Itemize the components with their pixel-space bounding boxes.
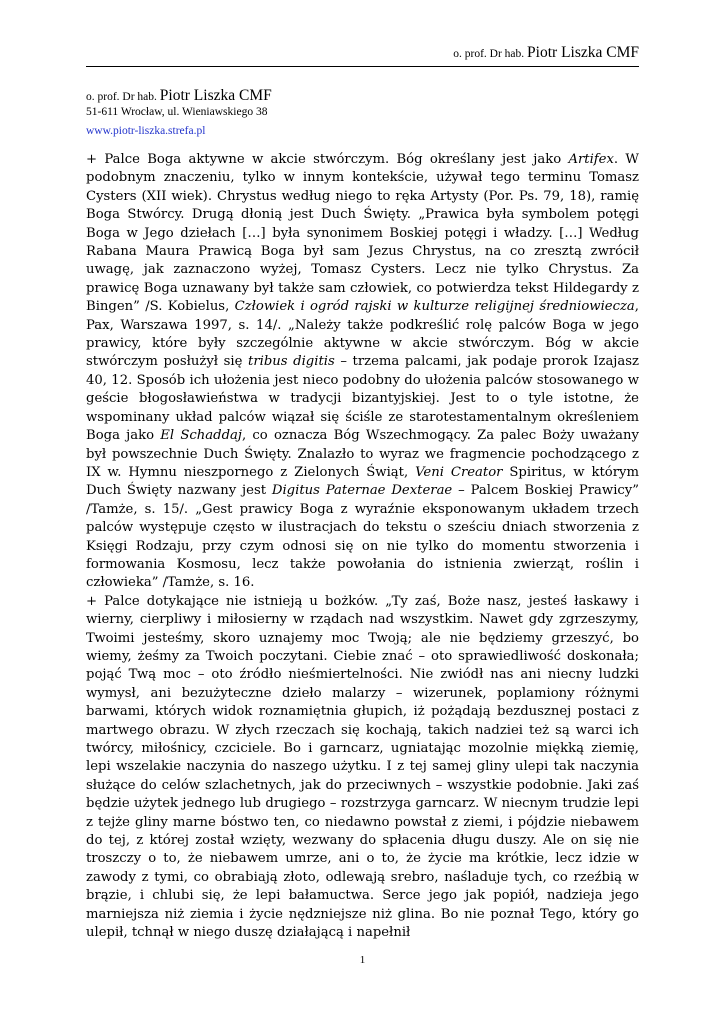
paragraph-text: – Palcem Boskiej Prawicy” /Tamże, s. 15/. „Gest prawicy Boga z wyraźnie eksponowanym układem trzech palców występuje często w ilustracjach do tekstu o sześciu dniach stworzenia z Księgi Rodzaju, przy czym odnosi się on nie tylko do momentu stworzenia i formowania Kosmosu, lecz także powołania do istnienia zwierząt, roślin i człowieka” /Tamże, s. 16. xyxy=(86,483,640,591)
paragraph-text: . W podobnym znaczeniu, tylko w innym kontekście, używał tego terminu Tomasz Cysters (XII wiek). Chrystus według niego to ręka Artysty (Por. Ps. 79, 18), ramię Boga Stwórcy. Drugą dłonią jest Duch Święty. „Prawica była symbolem potęgi Boga w Jego dziełach […] była synonimem Boskiej potęgi i władzy. […] Według Rabana Maura Prawicą Boga był sam Jezus Chrystus, na co zresztą zwrócił uwagę, jak zaznaczono wyżej, Tomasz Cysters. Lecz nie tylko Chrystus. Za prawicę Boga uznawany był także sam człowiek, co potwierdza tekst Hildegardy z Bingen” /S. Kobielus, xyxy=(86,152,639,315)
header-rule xyxy=(86,66,639,67)
header-author-name: Piotr Liszka CMF xyxy=(527,44,639,61)
author-prefix: o. prof. Dr hab. xyxy=(86,91,157,103)
paragraph-text: – trzema palcami, jak podaje prorok Izajasz 40, 12. Sposób ich ułożenia jest nieco podobny do ułożenia palców stosowanego w geście błogosławieństwa w tradycji bizantyjskiej. Jest to o tyle istotne, że wspominany układ palców wiązał się ściśle ze starotestamentalnym określeniem Boga jako xyxy=(86,354,639,444)
paragraph-text: + Palce dotykające nie istnieją u bożków. „Ty zaś, Boże nasz, jesteś łaskawy i wierny, cierpliwy i miłosierny w rządach nad wszystkim. Nawet gdy zgrzeszymy, Twoimi jesteśmy, skoro uznajemy moc Twoją; ale nie będziemy grzeszyć, bo wiemy, żeśmy za Twoich poczytani. Ciebie znać – oto sprawiedliwość doskonała; pojąć Twą moc – oto źródło nieśmiertelności. Nie zwiódł nas ani niecny ludzki wymysł, ani bezużyteczne dzieło malarzy – wizerunek, poplamiony różnymi barwami, których widok roznamiętnia głupich, iż pożądają bezdusznej postaci z martwego obrazu. W złych rzeczach się kochają, takich nadziei też są warci ich twórcy, miłośnicy, czciciele. Bo i garncarz, ugniatając mozolnie miękką ziemię, lepi wszelakie naczynia do naszego użytku. I z tej samej gliny ulepi tak naczynia służące do celów szlachetnych, jak do przeciwnych – wszystkie podobnie. Jaki zaś będzie użytek jednego lub drugiego – rozstrzyga garncarz. W niecnym trudzie lepi z tejże gliny marne bóstwo ten, co niedawno powstał z ziemi, i pójdzie niebawem do tej, z której został wzięty, wezwany do spłacenia długu duszy. Ale on się nie troszczy o to, że niebawem umrze, ani o to, że życie ma krótkie, lecz idzie w zawody z tymi, co obrabiają złoto, odlewają srebro, naśladuje tych, co rzeźbią w brązie, i chlubi się, że lepi bałamuctwa. Serce jego jak popiół, nadzieja jego marniejsza niż ziemia i życie nędzniejsze niż glina. Bo nie poznał Tego, który go ulepił, tchnął w niego duszę działającą i napełnił xyxy=(86,593,639,941)
body-text xyxy=(86,151,639,942)
italic-title-text: tribus digitis xyxy=(248,354,335,370)
paragraph-text: + Palce Boga aktywne w akcie stwórczym. Bóg określany jest jako xyxy=(86,152,569,167)
author-address: 51-611 Wrocław, ul. Wieniawskiego 38 xyxy=(86,106,268,119)
running-header xyxy=(453,44,639,62)
paragraph-text: , Pax, Warszawa 1997, s. 14/. „Należy także podkreślić rolę palców Boga w jego prawicy, które były szczególnie aktywne w akcie stwórczym. Bóg w akcie stwórczym posłużył się xyxy=(86,299,639,370)
paragraph xyxy=(86,593,639,943)
paragraph xyxy=(86,151,639,593)
author-name-line xyxy=(86,86,272,105)
paragraph-text: Spiritus, w którym Duch Święty nazwany jest xyxy=(86,464,640,499)
header-prefix: o. prof. Dr hab. xyxy=(453,48,525,60)
author-website-link[interactable]: www.piotr-liszka.strefa.pl xyxy=(86,124,206,137)
italic-title-text: Człowiek i ogród rajski w kulturze religijnej średniowiecza xyxy=(234,299,635,315)
paragraph-text: , co oznacza Bóg Wszechmogący. Za palec Boży uważany był powszechnie Duch Święty. Znalazło to wyraz we fragmencie pochodzącego z IX w. Hymnu nieszpornego z Zielonych Świąt, xyxy=(86,428,639,480)
italic-title-text: El Schaddaj xyxy=(160,428,242,444)
author-name: Piotr Liszka CMF xyxy=(159,87,272,104)
page-number: 1 xyxy=(359,954,366,966)
author-block xyxy=(86,86,272,140)
italic-title-text: Digitus Paternae Dexterae xyxy=(271,483,453,499)
italic-title-text: Artifex xyxy=(568,152,614,167)
italic-title-text: Veni Creator xyxy=(415,464,503,480)
